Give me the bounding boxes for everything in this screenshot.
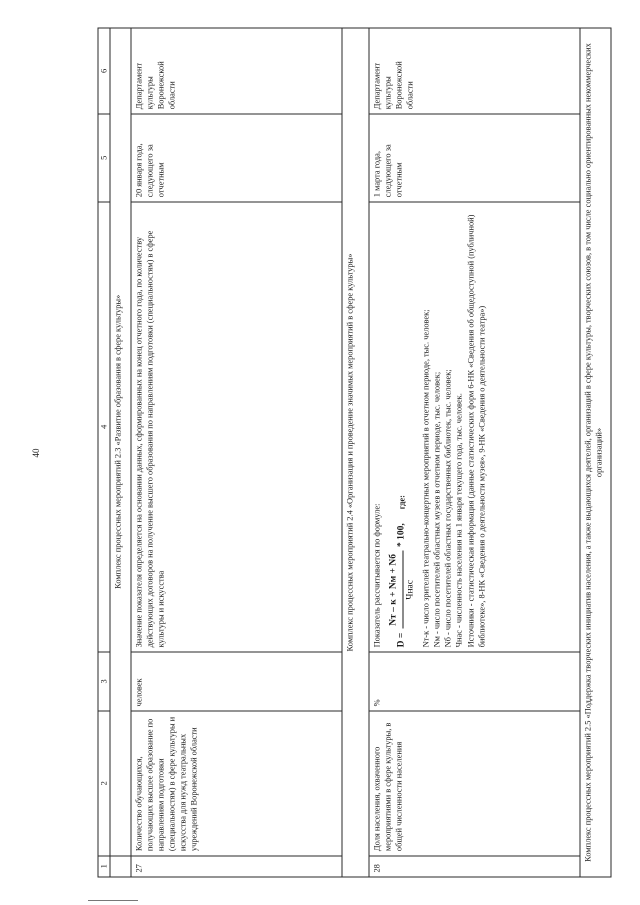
footer-rule — [88, 900, 138, 901]
formula-denominator: Чнас — [405, 580, 416, 600]
row-number: 28 — [369, 856, 580, 877]
col-header-4: 4 — [98, 202, 110, 652]
section-row — [580, 28, 611, 877]
definition-line: Nб - число посетителей областных государственных библиотек, тыс. человек; — [443, 369, 453, 648]
table-row — [369, 28, 580, 877]
section-row — [342, 28, 369, 877]
submission-deadline: 1 марта года, следующего за отчетным — [369, 114, 580, 202]
col-header-3: 3 — [98, 652, 110, 711]
submission-deadline: 20 января года, следующего за отчетным — [131, 114, 342, 202]
sources-note: Источники - статистическая информация (данные статистических форм 6-НК «Сведения об общедоступной (публичной) библиотеке», 8-НК «Сведения о деятельности музея», 9-НК «Сведения о деятельности театра») — [466, 214, 487, 648]
unit-of-measure: % — [369, 652, 580, 711]
row-number: 27 — [131, 856, 342, 877]
method-intro: Показатель рассчитывается по формуле: — [372, 503, 382, 648]
formula-where: где: — [397, 495, 407, 510]
variable-definitions — [421, 206, 488, 647]
definition-line: Nт-к - число зрителей театрально-концертных мероприятий в отчетном периоде, тыс. человек; — [421, 309, 431, 648]
table-row — [131, 28, 342, 877]
section-row — [110, 28, 131, 877]
col-header-6: 6 — [98, 28, 110, 114]
definition-line: Nм - число посетителей областных музеев в отчетном периоде, тыс. человек; — [432, 371, 442, 648]
indicator-name: Доля населения, охваченного мероприятиями в сфере культуры, в общей численности населения — [369, 711, 580, 856]
formula — [388, 206, 417, 647]
responsible-body: Департамент культуры Воронежской области — [369, 28, 580, 114]
column-number-row — [98, 28, 110, 877]
col-header-2: 2 — [98, 711, 110, 856]
rotated-table-sheet — [98, 28, 640, 878]
indicators-table — [98, 28, 612, 878]
section-title-2-3: Комплекс процессных мероприятий 2.3 «Развитие образования в сфере культуры» — [110, 28, 131, 856]
calculation-method: Значение показателя определяется на основании данных, сформированных на конец отчетного года, по количеству действующих договоров на получение высшего образования по направлениям подготовки (специальностям) в сфере культуры и искусства — [131, 202, 342, 652]
col-header-5: 5 — [98, 114, 110, 202]
indicator-name: Количество обучающихся, получающих высшее образование по направлениям подготовки (специальностям) в сфере культуры и искусства для нужд театральных учреждений Воронежской области — [131, 711, 342, 856]
page-number: 40 — [31, 448, 41, 458]
formula-multiplier: * 100, — [396, 523, 407, 547]
formula-lhs: D = — [396, 632, 407, 648]
section-title-2-4: Комплекс процессных мероприятий 2.4 «Организация и проведение значимых мероприятий в сфере культуры» — [342, 28, 369, 877]
calculation-method — [369, 202, 580, 652]
formula-fraction — [388, 551, 417, 629]
col-header-1: 1 — [98, 856, 110, 877]
definition-line: Чнас - численность населения на 1 января текущего года, тыс. человек. — [454, 393, 464, 648]
unit-of-measure: человек — [131, 652, 342, 711]
responsible-body: Департамент культуры Воронежской области — [131, 28, 342, 114]
formula-numerator: Nт – к + Nм + Nб — [388, 551, 404, 629]
section-title-2-5: Комплекс процессных мероприятий 2.5 «Поддержка творческих инициатив населения, а также выдающихся деятелей, организаций в сфере культуры, творческих союзов, в том числе социально ориентированных некоммерческих организаций» — [580, 28, 611, 877]
